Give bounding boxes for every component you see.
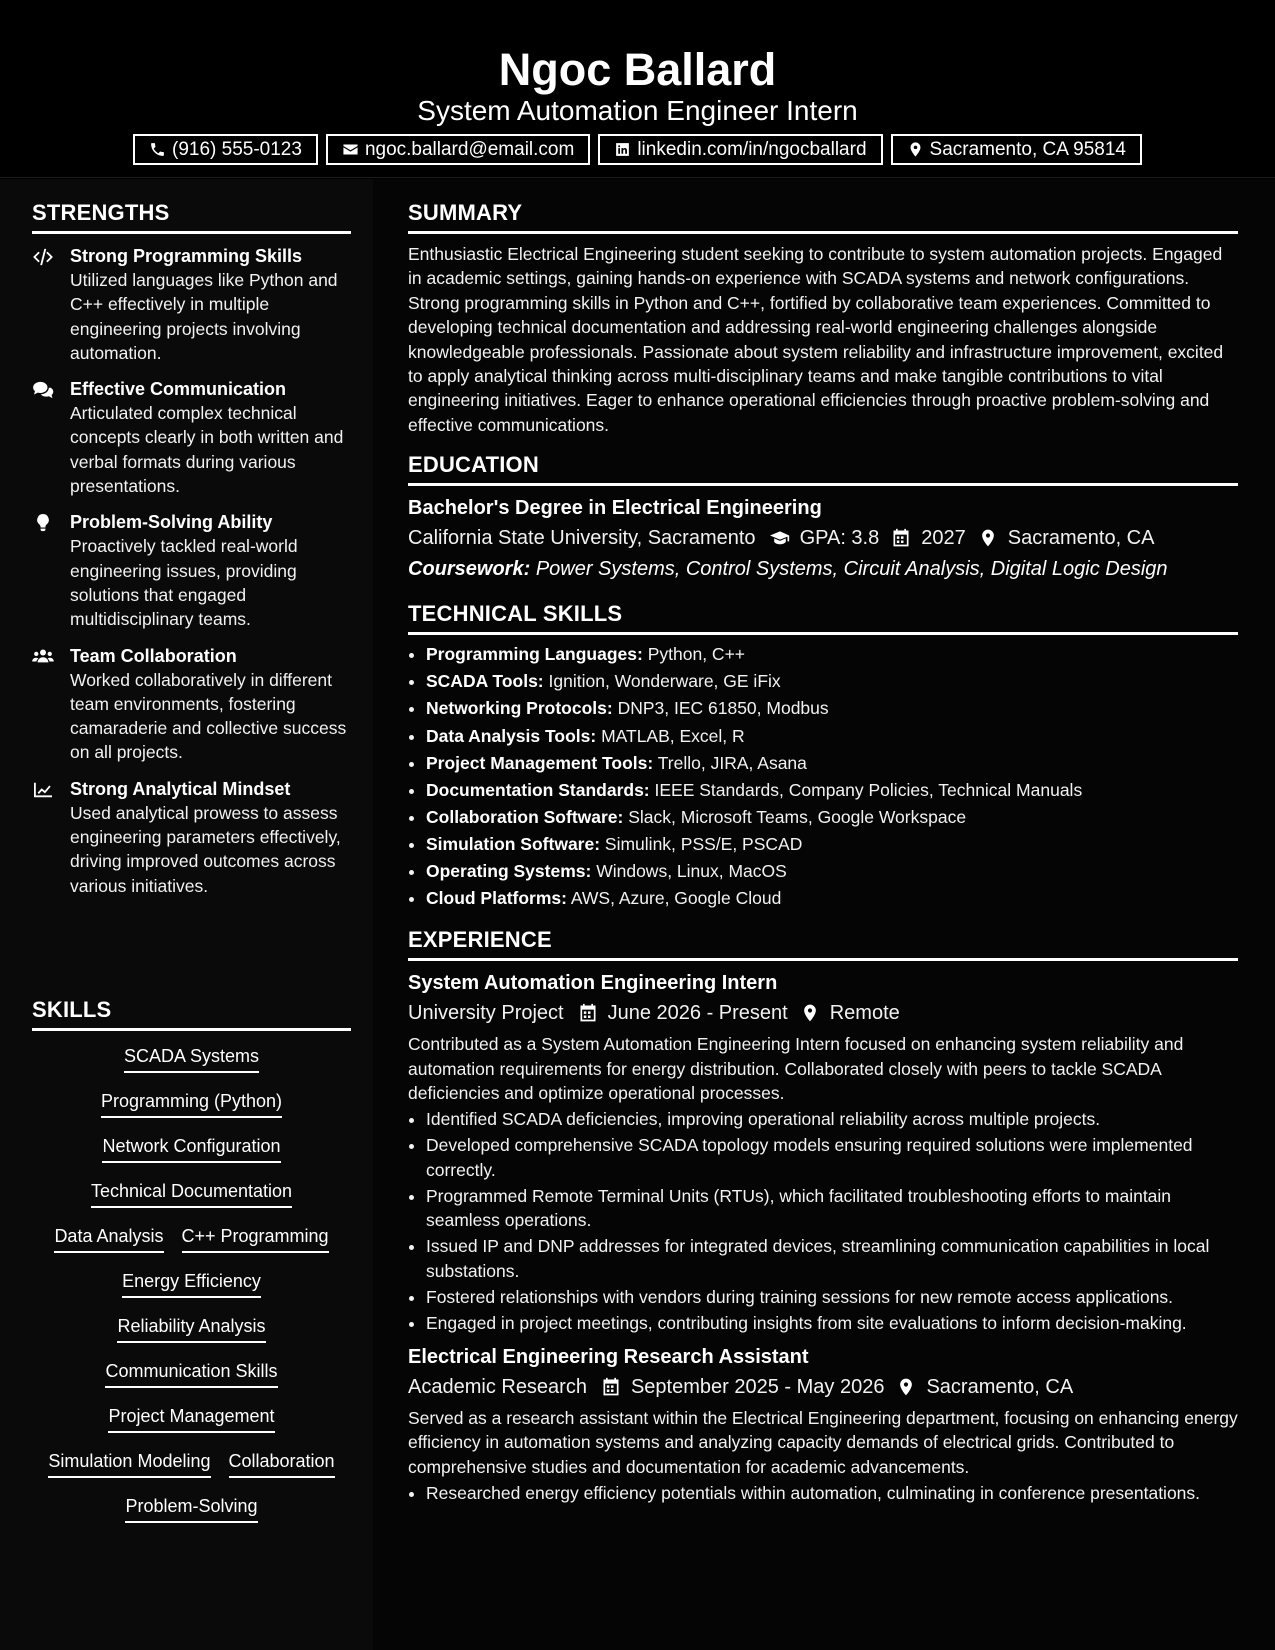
skill-tag: Programming (Python) — [101, 1088, 282, 1118]
strengths-heading: STRENGTHS — [32, 199, 351, 234]
skill-tag: SCADA Systems — [124, 1043, 259, 1073]
skill-tag: C++ Programming — [182, 1223, 329, 1253]
list-item: • Researched energy efficiency potentials within automation, culminating in conference presentations. — [426, 1481, 1238, 1505]
education-heading: EDUCATION — [408, 451, 1238, 486]
skill-tag: Project Management — [108, 1403, 274, 1433]
contact-phone-text: (916) 555-0123 — [172, 139, 302, 160]
coursework-list: Power Systems, Control Systems, Circuit Analysis, Digital Logic Design — [535, 558, 1168, 581]
list-item: • Project Management Tools: Trello, JIRA, Asana — [426, 750, 1238, 777]
resume-header — [0, 0, 1275, 178]
contact-email-text: ngoc.ballard@email.com — [364, 139, 575, 160]
contact-email[interactable] — [326, 134, 590, 165]
skill-tag: Problem-Solving — [125, 1493, 257, 1523]
map-marker-icon — [978, 528, 998, 548]
strength-title: Strong Analytical Mindset — [70, 778, 291, 799]
strength-desc: Articulated complex technical concepts clearly in both written and verbal formats during various presentations. — [70, 403, 344, 497]
graduation-cap-icon — [770, 528, 790, 548]
job-summary: Contributed as a System Automation Engineering Intern focused on enhancing system reliability and automation requirements for energy distribution. Collaborated closely with peers to tackle SCADA deficiencies and optimize operational processes. — [408, 1034, 1184, 1103]
skill-tag: Data Analysis — [54, 1223, 163, 1253]
skill-tag: Reliability Analysis — [117, 1313, 265, 1343]
strengths-list — [32, 244, 351, 898]
list-item: • Data Analysis Tools: MATLAB, Excel, R — [426, 723, 1238, 750]
strengths-section — [32, 199, 351, 910]
strength-desc: Proactively tackled real-world engineering issues, providing solutions that engaged multidisciplinary teams. — [70, 536, 298, 630]
strength-item — [32, 777, 351, 898]
calendar-icon — [601, 1377, 621, 1397]
skill-tag: Network Configuration — [102, 1133, 280, 1163]
technical-skills-list — [408, 641, 1238, 912]
grad-year: 2027 — [921, 527, 966, 550]
coursework — [408, 554, 1238, 584]
strength-desc: Used analytical prowess to assess engineering parameters effectively, driving improved outcomes across various initiatives. — [70, 802, 341, 896]
skill-tag: Collaboration — [229, 1448, 335, 1478]
skill-tag: Simulation Modeling — [48, 1448, 210, 1478]
job-dates: June 2026 - Present — [607, 1002, 788, 1025]
skills-list — [32, 1043, 351, 1538]
experience-heading: EXPERIENCE — [408, 926, 1238, 961]
strength-title: Effective Communication — [70, 379, 287, 400]
technical-skills-section — [408, 600, 1238, 912]
main-content — [373, 179, 1275, 1650]
list-item: • Documentation Standards: IEEE Standards, Company Policies, Technical Manuals — [426, 777, 1238, 804]
skill-tag: Technical Documentation — [91, 1178, 292, 1208]
envelope-icon — [342, 141, 359, 158]
job-dates: September 2025 - May 2026 — [630, 1376, 885, 1399]
contact-location-text: Sacramento, CA 95814 — [929, 139, 1126, 160]
skill-tag: Energy Efficiency — [122, 1268, 261, 1298]
education-meta — [408, 523, 1238, 553]
technical-skills-heading: TECHNICAL SKILLS — [408, 600, 1238, 635]
chart-line-icon — [32, 781, 54, 799]
candidate-name: Ngoc Ballard — [498, 44, 777, 95]
job-org: Academic Research — [408, 1376, 587, 1399]
job-title: System Automation Engineering Intern — [408, 972, 778, 995]
contact-location — [891, 134, 1142, 165]
degree-title: Bachelor's Degree in Electrical Engineering — [408, 497, 822, 520]
list-item: • Fostered relationships with vendors during training sessions for new remote access applications. — [426, 1285, 1238, 1309]
summary-section — [408, 199, 1238, 437]
strength-desc: Utilized languages like Python and C++ effectively in multiple engineering projects involving automation. — [70, 270, 338, 363]
summary-heading: SUMMARY — [408, 199, 1238, 234]
strength-title: Strong Programming Skills — [70, 246, 303, 266]
list-item: • Simulation Software: Simulink, PSS/E, PSCAD — [426, 831, 1238, 858]
job-entry — [408, 1343, 1238, 1506]
skills-heading: SKILLS — [32, 996, 351, 1031]
strength-item — [32, 377, 351, 498]
job-meta — [408, 998, 1238, 1028]
contact-linkedin-text: linkedin.com/in/ngocballard — [637, 139, 867, 160]
candidate-title: System Automation Engineer Intern — [417, 95, 858, 126]
map-marker-icon — [896, 1377, 916, 1397]
list-item: • Cloud Platforms: AWS, Azure, Google Cloud — [426, 885, 1238, 912]
school-name: California State University, Sacramento — [408, 527, 756, 550]
strength-item — [32, 244, 351, 365]
lightbulb-icon — [32, 514, 54, 532]
job-bullets — [408, 1481, 1238, 1505]
contact-bar — [0, 134, 1275, 165]
strength-title: Team Collaboration — [70, 645, 237, 666]
strength-item — [32, 644, 351, 765]
sidebar — [0, 179, 373, 1650]
job-summary: Served as a research assistant within the Electrical Engineering department, focusing on enhancing energy efficiency in automation systems and analyzing capacity demands of electrical grids. Contributed to comprehensive studies and documentation for academic advancements. — [408, 1408, 1238, 1477]
job-meta — [408, 1372, 1238, 1402]
job-org: University Project — [408, 1002, 564, 1025]
comments-icon — [32, 381, 54, 399]
skill-tag: Communication Skills — [105, 1358, 277, 1388]
coursework-label: Coursework: — [408, 558, 531, 581]
job-bullets — [408, 1107, 1238, 1335]
skills-section — [32, 996, 351, 1538]
list-item: • Collaboration Software: Slack, Microsoft Teams, Google Workspace — [426, 804, 1238, 831]
linkedin-icon — [614, 141, 631, 158]
job-location: Sacramento, CA — [926, 1376, 1074, 1399]
code-icon — [32, 248, 54, 266]
gpa: GPA: 3.8 — [799, 527, 880, 550]
list-item: • SCADA Tools: Ignition, Wonderware, GE iFix — [426, 668, 1238, 695]
contact-linkedin[interactable] — [598, 134, 882, 165]
list-item: • Identified SCADA deficiencies, improving operational reliability across multiple projects. — [426, 1107, 1238, 1131]
strength-item — [32, 510, 351, 631]
list-item: • Operating Systems: Windows, Linux, MacOS — [426, 858, 1238, 885]
calendar-icon — [891, 528, 911, 548]
list-item: • Engaged in project meetings, contributing insights from site evaluations to inform decision-making. — [426, 1311, 1238, 1335]
list-item: • Developed comprehensive SCADA topology models ensuring required solutions were implemented correctly. — [426, 1133, 1238, 1182]
contact-phone[interactable] — [133, 134, 318, 165]
job-title: Electrical Engineering Research Assistant — [408, 1346, 809, 1369]
job-entry — [408, 969, 1238, 1335]
map-marker-icon — [800, 1003, 820, 1023]
summary-text: Enthusiastic Electrical Engineering student seeking to contribute to system automation projects. Engaged in academic settings, gaining hands-on experience with SCADA systems and network configurations. Strong programming skills in Python and C++, fortified by collaborative team experiences. Committed to developing technical documentation and addressing real-world engineering challenges alongside knowledgeable professionals. Passionate about system reliability and infrastructure improvement, excited to apply analytical thinking across multi-disciplinary teams and make tangible contributions to vital engineering initiatives. Eager to enhance operational efficiencies through proactive problem-solving and effective communications. — [408, 244, 1224, 435]
strength-desc: Worked collaboratively in different team environments, fostering camaraderie and collective success on all projects. — [70, 669, 347, 763]
calendar-icon — [578, 1003, 598, 1023]
education-section — [408, 451, 1238, 584]
list-item: • Networking Protocols: DNP3, IEC 61850, Modbus — [426, 695, 1238, 722]
phone-icon — [149, 141, 166, 158]
list-item: • Programming Languages: Python, C++ — [426, 641, 1238, 668]
list-item: • Issued IP and DNP addresses for integrated devices, streamlining communication capabilities in local substations. — [426, 1234, 1238, 1283]
map-marker-icon — [907, 141, 924, 158]
users-icon — [32, 648, 54, 666]
strength-title: Problem-Solving Ability — [70, 512, 273, 533]
school-location: Sacramento, CA — [1007, 527, 1155, 550]
list-item: • Programmed Remote Terminal Units (RTUs), which facilitated troubleshooting efforts to maintain seamless operations. — [426, 1184, 1238, 1233]
experience-section — [408, 926, 1238, 1505]
job-location: Remote — [829, 1002, 900, 1025]
